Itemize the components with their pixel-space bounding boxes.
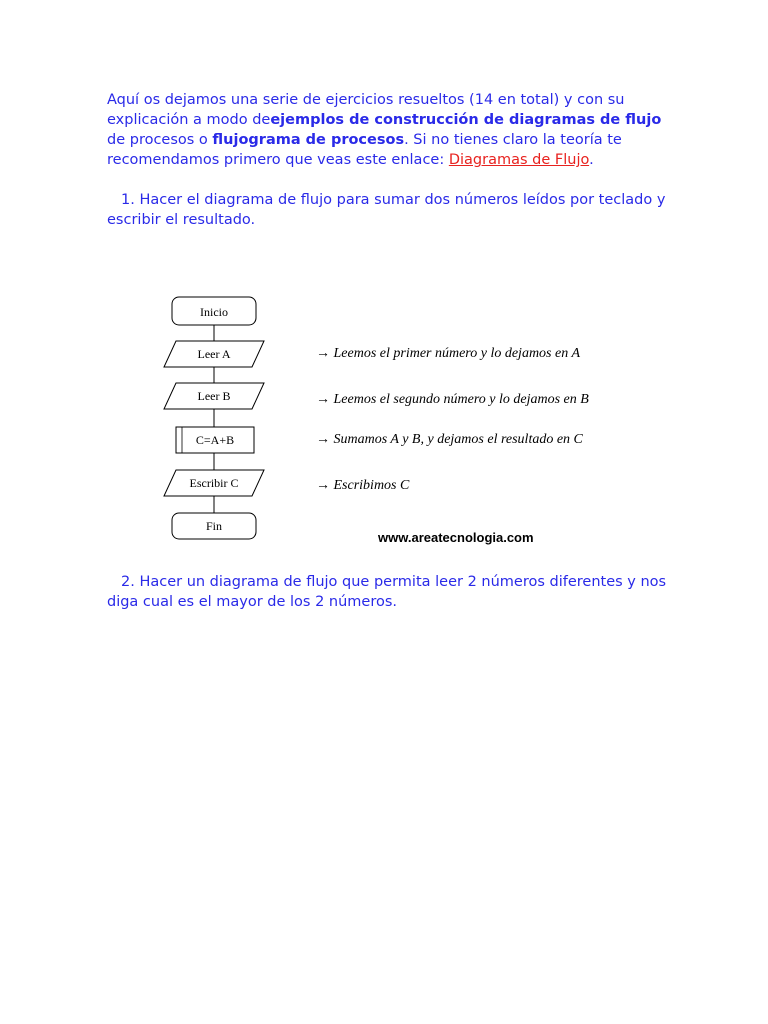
intro-text-2: de procesos o bbox=[107, 132, 213, 148]
exercise-1-text: 1. Hacer el diagrama de flujo para sumar dos números leídos por teclado y escribir el resultado. bbox=[107, 192, 666, 228]
write-c-label: Escribir C bbox=[189, 476, 239, 490]
note-read-a: → Leemos el primer número y lo dejamos en A bbox=[316, 346, 581, 361]
start-label: Inicio bbox=[200, 305, 228, 319]
read-b-label: Leer B bbox=[197, 389, 231, 403]
diagramas-de-flujo-link[interactable]: Diagramas de Flujo bbox=[448, 152, 590, 168]
intro-paragraph bbox=[107, 90, 667, 170]
note-read-b: → Leemos el segundo número y lo dejamos en B bbox=[316, 392, 589, 407]
watermark-text: www.areatecnologia.com bbox=[378, 530, 534, 545]
intro-text-4: . bbox=[589, 152, 594, 168]
process-sum-label: C=A+B bbox=[195, 433, 235, 447]
intro-text-3: . Si no tienes claro la teoría te recomendamos primero que veas este enlace: bbox=[107, 132, 622, 168]
exercise-2-text: 2. Hacer un diagrama de flujo que permita leer 2 números diferentes y nos diga cual es el mayor de los 2 números. bbox=[107, 574, 667, 610]
read-a-label: Leer A bbox=[197, 347, 231, 361]
intro-text-1: Aquí os dejamos una serie de ejercicios resueltos (14 en total) y con su explicación a modo de bbox=[107, 92, 625, 128]
intro-bold-2: flujograma de procesos bbox=[212, 132, 405, 148]
note-sum: → Sumamos A y B, y dejamos el resultado en C bbox=[316, 432, 583, 447]
intro-bold-1: ejemplos de construcción de diagramas de flujo bbox=[270, 112, 662, 128]
note-write-c: → Escribimos C bbox=[316, 478, 410, 493]
flowchart-image bbox=[150, 285, 630, 555]
end-label: Fin bbox=[205, 519, 223, 533]
